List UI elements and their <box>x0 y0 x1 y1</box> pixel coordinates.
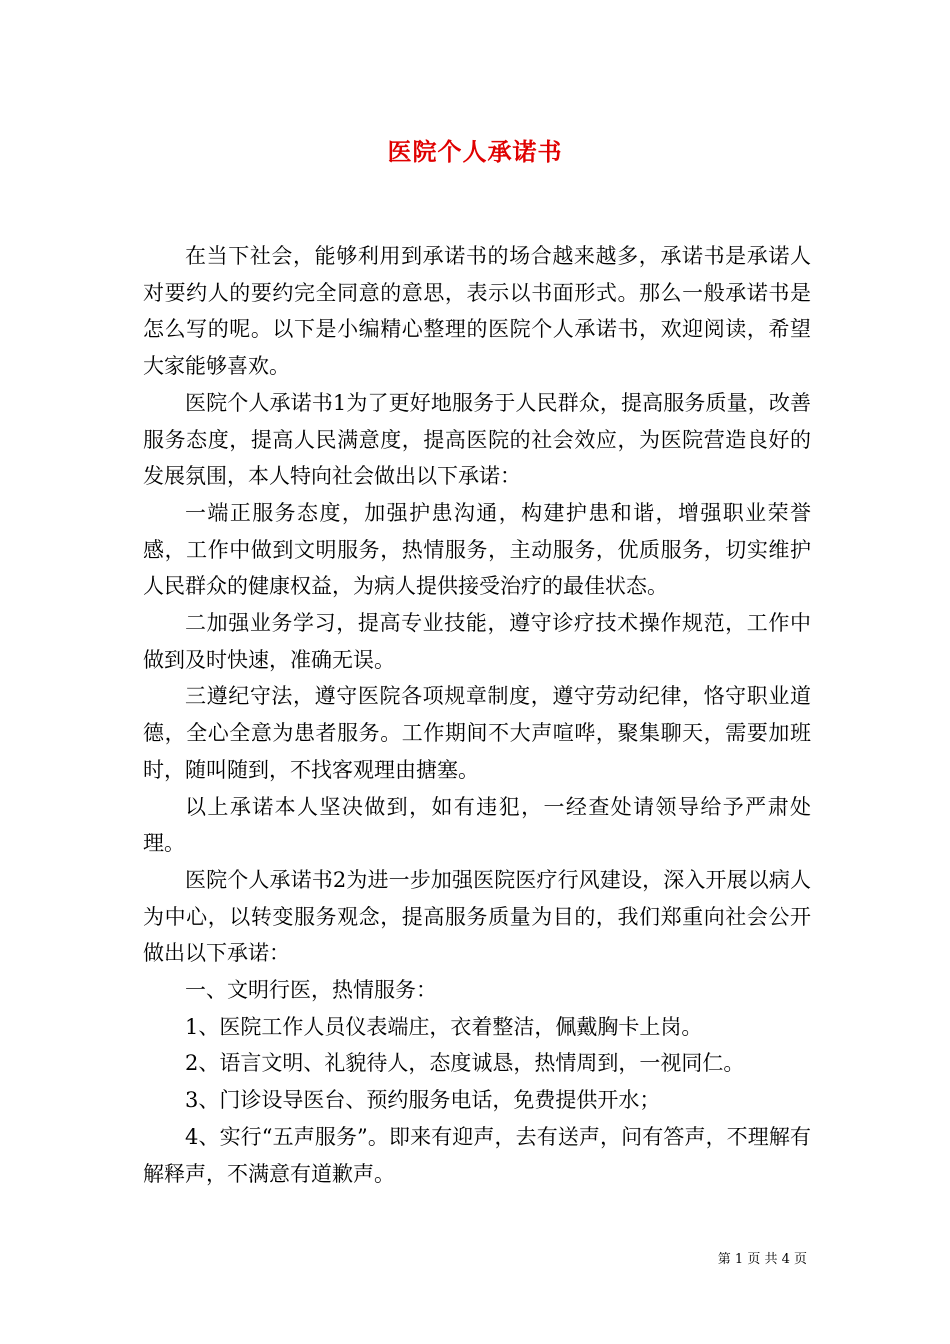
paragraph-commitment-1-item-1: 一端正服务态度，加强护患沟通，构建护患和谐，增强职业荣誉感，工作中做到文明服务，热情服务，主动服务，优质服务，切实维护人民群众的健康权益，为病人提供接受治疗的最佳状态。 <box>143 500 811 599</box>
paragraph-commitment-1-closing: 以上承诺本人坚决做到，如有违犯，一经查处请领导给予严肃处理。 <box>143 794 811 856</box>
list-item: 2、语言文明、礼貌待人，态度诚恳，热情周到，一视同仁。 <box>185 1051 745 1076</box>
list-item: 3、门诊设导医台、预约服务电话，免费提供开水； <box>185 1088 661 1113</box>
list-item: 1、医院工作人员仪表端庄，衣着整洁，佩戴胸卡上岗。 <box>185 1014 703 1039</box>
paragraph-commitment-2-intro: 医院个人承诺书2为进一步加强医院医疗行风建设，深入开展以病人为中心，以转变服务观念，提高服务质量为目的，我们郑重向社会公开做出以下承诺： <box>143 867 811 966</box>
paragraph-commitment-1-item-2: 二加强业务学习，提高专业技能，遵守诊疗技术操作规范，工作中做到及时快速，准确无误。 <box>143 611 811 672</box>
document-title: 医院个人承诺书 <box>387 137 563 166</box>
paragraph-intro: 在当下社会，能够利用到承诺书的场合越来越多，承诺书是承诺人对要约人的要约完全同意的意思，表示以书面形式。那么一般承诺书是怎么写的呢。以下是小编精心整理的医院个人承诺书，欢迎阅读，希望大家能够喜欢。 <box>143 244 811 379</box>
list-item: 4、实行“五声服务”。即来有迎声，去有送声，问有答声，不理解有解释声，不满意有道歉声。 <box>143 1124 811 1186</box>
document-body <box>143 238 811 1192</box>
paragraph-commitment-1-intro: 医院个人承诺书1为了更好地服务于人民群众，提高服务质量，改善服务态度，提高人民满意度，提高医院的社会效应，为医院营造良好的发展氛围，本人特向社会做出以下承诺： <box>143 390 811 489</box>
paragraph-section-heading: 一、文明行医，热情服务： <box>185 978 437 1003</box>
paragraph-commitment-1-item-3: 三遵纪守法，遵守医院各项规章制度，遵守劳动纪律，恪守职业道德，全心全意为患者服务。工作期间不大声喧哗，聚集聊天，需要加班时，随叫随到，不找客观理由搪塞。 <box>143 684 811 782</box>
page-number: 第 1 页 共 4 页 <box>717 1252 807 1267</box>
